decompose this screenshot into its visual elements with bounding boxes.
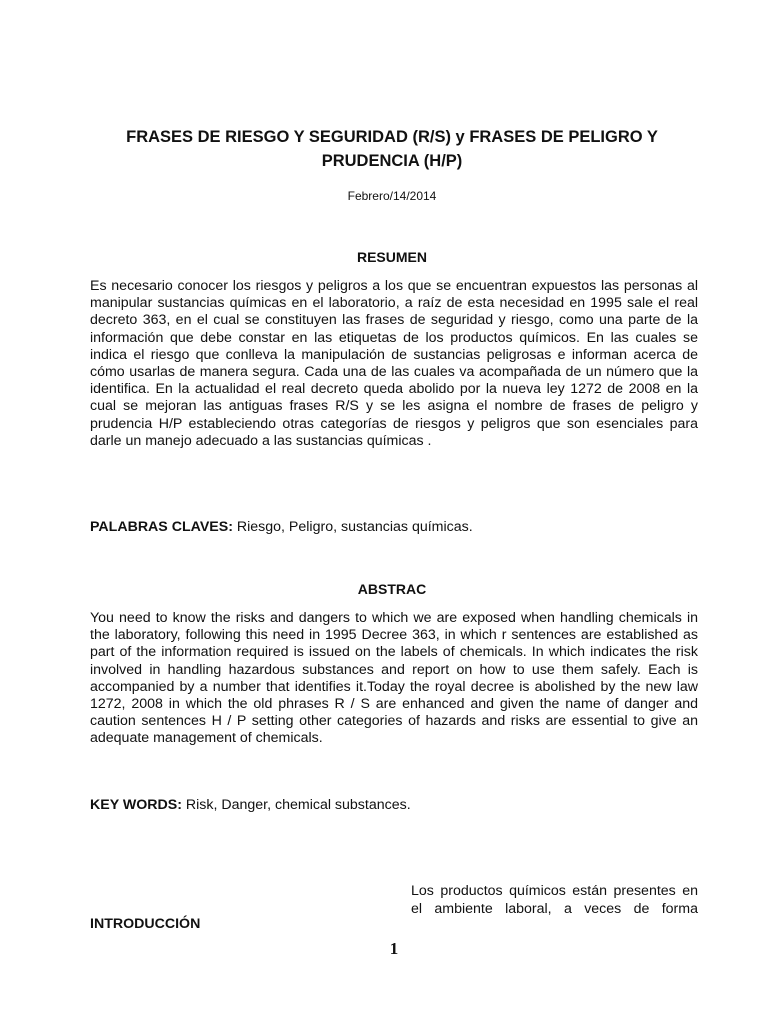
palabras-claves-value: Riesgo, Peligro, sustancias químicas. bbox=[232, 519, 473, 535]
page-number: 1 bbox=[389, 939, 399, 958]
document-title: FRASES DE RIESGO Y SEGURIDAD (R/S) y FRASES DE PELIGRO Y PRUDENCIA (H/P) bbox=[126, 128, 658, 170]
abstract-heading: ABSTRAC bbox=[357, 581, 427, 597]
resumen-body: Es necesario conocer los riesgos y peligros a los que se encuentran expuestos las personas al manipular sustancias químicas en el laboratorio, a raíz de esta necesidad en 1995 sale el real decreto 363, en el cual se constituyen las frases de seguridad y riesgo, como una parte de la información que debe constar en las etiquetas de los productos químicos. En las cuales se indica el riesgo que conlleva la manipulación de sustancias peligrosas e informan acerca de cómo usarlas de manera segura. Cada una de las cuales va acompañada de un número que la identifica. En la actualidad el real decreto queda abolido por la nueva ley 1272 de 2008 en la cual se mejoran las antiguas frases R/S y se les asigna el nombre de frases de peligro y prudencia H/P estableciendo otras categorías de riesgos y peligros que son esenciales para darle un manejo adecuado a las sustancias químicas . bbox=[90, 278, 698, 449]
resumen-heading: RESUMEN bbox=[356, 249, 427, 265]
document-date: Febrero/14/2014 bbox=[347, 189, 437, 203]
key-words bbox=[90, 796, 698, 814]
abstract-body: You need to know the risks and dangers to which we are exposed when handling chemicals in the laboratory, following this need in 1995 Decree 363, in which r sentences are established as part of the information required is issued on the labels of chemicals. In which indicates the risk involved in handling hazardous substances and report on how to use them safely. Each is accompanied by a number that identifies it.Today the royal decree is abolished by the new law 1272, 2008 in which the old phrases R / S are enhanced and given the name of danger and caution sentences H / P setting other categories of hazards and risks are essential to give an adequate management of chemicals. bbox=[90, 610, 698, 747]
key-words-value: Risk, Danger, chemical substances. bbox=[181, 797, 411, 813]
introduccion-heading: INTRODUCCIÓN bbox=[90, 916, 201, 932]
key-words-label: KEY WORDS: bbox=[90, 797, 182, 813]
palabras-claves bbox=[90, 518, 698, 536]
introduccion-right-column: Los productos químicos están presentes en el ambiente laboral, a veces de forma bbox=[411, 883, 698, 917]
palabras-claves-label: PALABRAS CLAVES: bbox=[90, 519, 233, 535]
